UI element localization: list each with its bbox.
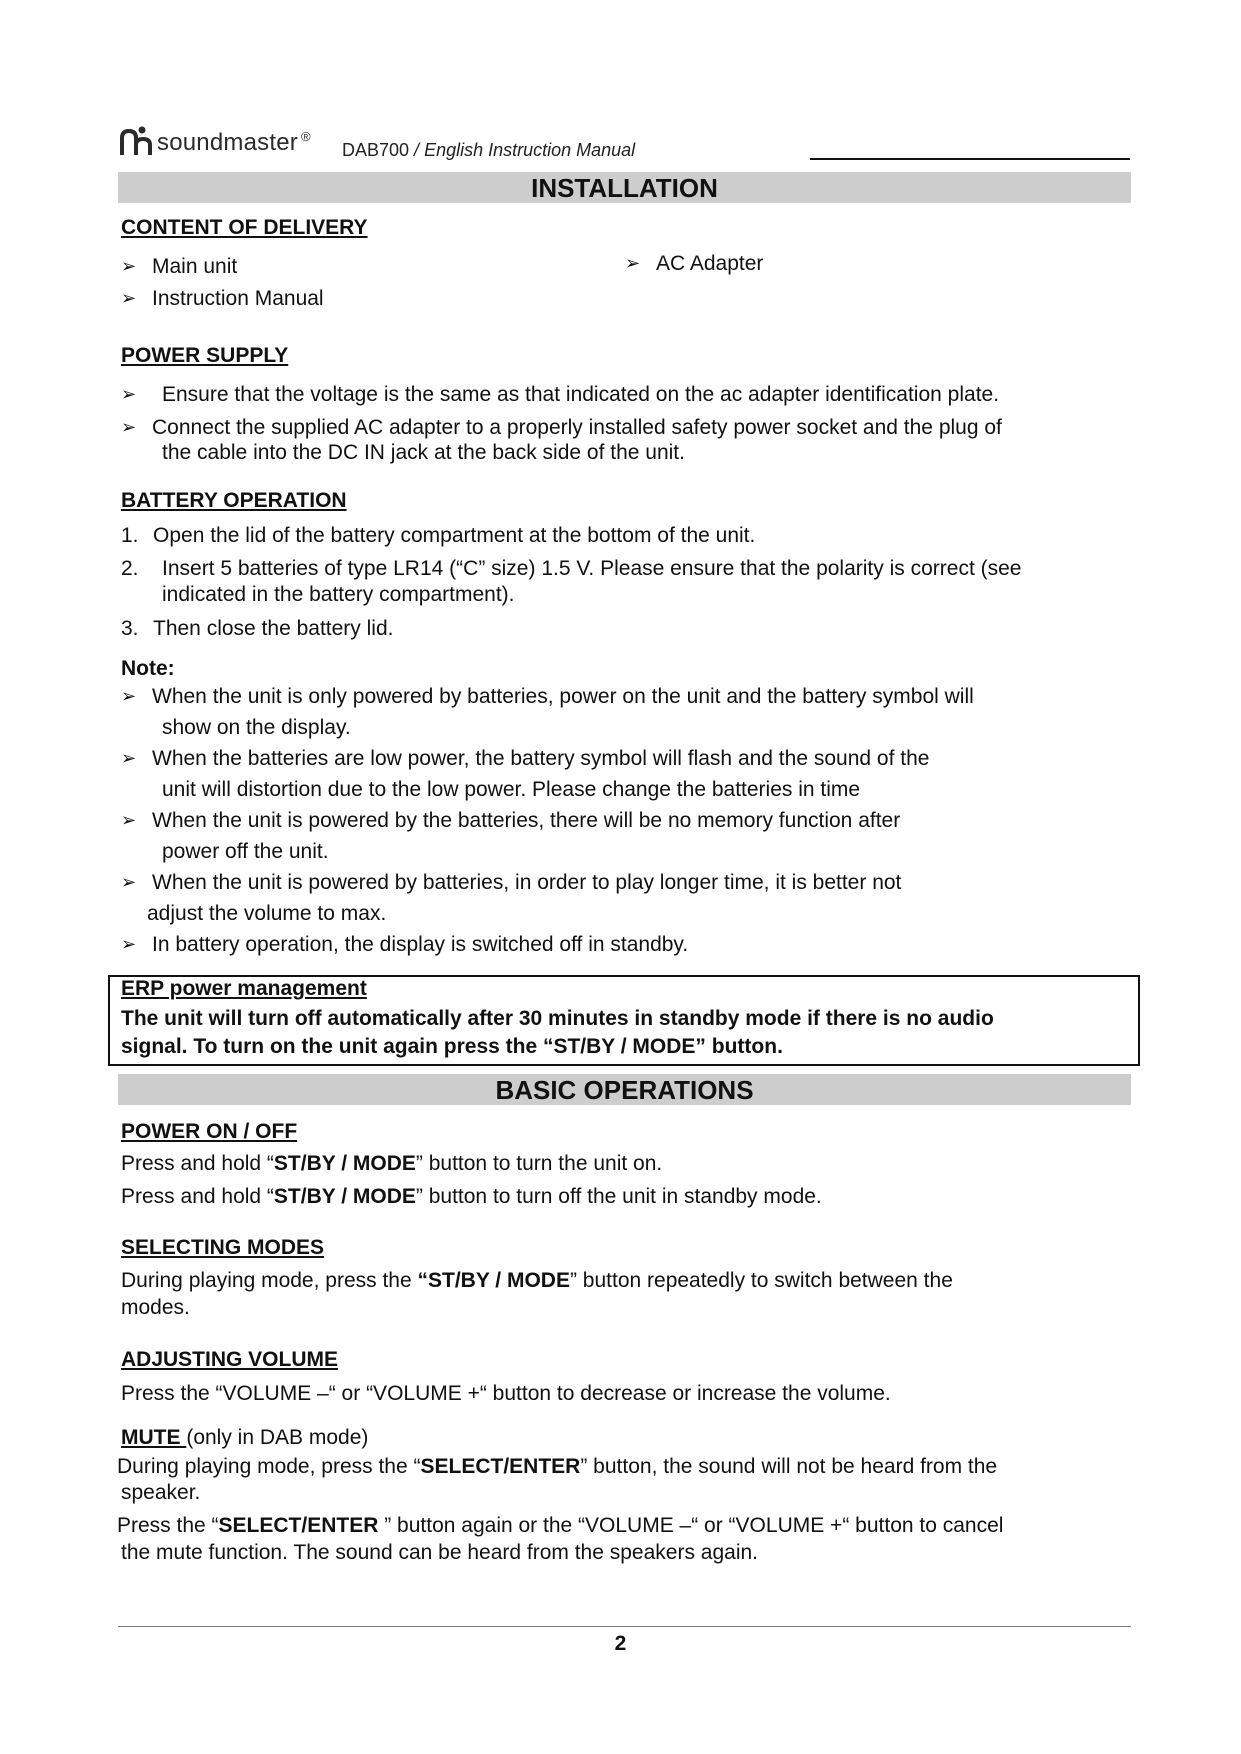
note-item: When the unit is powered by the batteries, there will be no memory function after (152, 809, 901, 832)
delivery-item: Instruction Manual (152, 287, 324, 310)
button-ref-stby-mode: “ST/BY / MODE (417, 1269, 570, 1292)
model-name: DAB700 (342, 140, 410, 160)
button-ref-select-enter: SELECT/ENTER (420, 1455, 581, 1478)
note-item-cont: show on the display. (162, 716, 351, 739)
heading-erp-power-management: ERP power management (121, 977, 367, 1000)
heading-battery-operation: BATTERY OPERATION (121, 489, 347, 512)
delivery-item: AC Adapter (656, 252, 764, 275)
text-part: ” button again or the “VOLUME –“ or “VOLUME +“ button to cancel (384, 1514, 1004, 1537)
heading-mute: MUTE (121, 1426, 187, 1449)
note-heading: Note: (121, 657, 175, 680)
volume-text: Press the “VOLUME –“ or “VOLUME +“ button to decrease or increase the volume. (121, 1382, 891, 1405)
mute-text (117, 1454, 997, 1480)
title-separator: / (414, 140, 420, 160)
cancel-mute-text-cont: the mute function. The sound can be heard from the speakers again. (121, 1541, 759, 1564)
bullet-arrow-icon: ➢ (121, 748, 137, 768)
step-number: 2. (121, 557, 139, 580)
step-number: 1. (121, 524, 139, 547)
selecting-modes-text-cont: modes. (121, 1296, 190, 1319)
section-banner-installation: INSTALLATION (118, 172, 1131, 203)
manual-title (342, 140, 635, 161)
cancel-mute-text (117, 1513, 1003, 1539)
power-supply-item-cont: the cable into the DC IN jack at the back side of the unit. (162, 441, 685, 464)
bullet-arrow-icon: ➢ (121, 417, 137, 437)
heading-power-supply: POWER SUPPLY (121, 344, 289, 367)
mute-text-cont: speaker. (121, 1481, 201, 1504)
note-item: When the unit is only powered by batteries, power on the unit and the battery symbol will (152, 685, 974, 708)
text-part: During playing mode, press the “ (117, 1455, 421, 1478)
power-supply-item: Ensure that the voltage is the same as that indicated on the ac adapter identification plate. (162, 383, 1000, 406)
note-item: When the unit is powered by batteries, in order to play longer time, it is better not (152, 871, 902, 894)
bullet-arrow-icon: ➢ (121, 686, 137, 706)
mute-qualifier: (only in DAB mode) (186, 1426, 369, 1449)
registered-mark: ® (300, 129, 311, 144)
page-header (120, 120, 1130, 162)
note-item-cont: power off the unit. (162, 840, 329, 863)
section-banner-basic-operations: BASIC OPERATIONS (118, 1074, 1131, 1105)
heading-selecting-modes: SELECTING MODES (121, 1236, 325, 1259)
footer-rule (118, 1626, 1131, 1627)
power-on-text (121, 1151, 662, 1177)
heading-power-on-off: POWER ON / OFF (121, 1120, 298, 1143)
battery-step: Then close the battery lid. (153, 617, 394, 640)
delivery-item: Main unit (152, 255, 238, 278)
bullet-arrow-icon: ➢ (121, 288, 137, 308)
bullet-arrow-icon: ➢ (121, 384, 137, 404)
note-item-cont: adjust the volume to max. (147, 902, 387, 925)
header-rule (810, 158, 1130, 160)
erp-text-cont: signal. To turn on the unit again press the “ST/BY / MODE” button. (121, 1035, 783, 1058)
text-part: ” button, the sound will not be heard from the (580, 1455, 998, 1478)
bullet-arrow-icon: ➢ (121, 934, 137, 954)
note-item: When the batteries are low power, the battery symbol will flash and the sound of the (152, 747, 930, 770)
heading-adjusting-volume: ADJUSTING VOLUME (121, 1348, 339, 1371)
bullet-arrow-icon: ➢ (625, 253, 641, 273)
text-part: ” button to turn the unit on. (415, 1152, 663, 1175)
power-supply-item: Connect the supplied AC adapter to a properly installed safety power socket and the plug of (152, 416, 1002, 439)
bullet-arrow-icon: ➢ (121, 872, 137, 892)
button-ref-select-enter: SELECT/ENTER (218, 1514, 385, 1537)
text-part: ” button repeatedly to switch between the (569, 1269, 953, 1292)
text-part: Press and hold “ (121, 1185, 274, 1208)
note-item-cont: unit will distortion due to the low power. Please change the batteries in time (162, 778, 861, 801)
text-part: Press and hold “ (121, 1152, 274, 1175)
page-number: 2 (614, 1632, 627, 1655)
step-number: 3. (121, 617, 139, 640)
battery-step: Insert 5 batteries of type LR14 (“C” size) 1.5 V. Please ensure that the polarity is correct (see (162, 557, 1022, 580)
selecting-modes-text (121, 1268, 953, 1294)
manual-language: English Instruction Manual (424, 140, 636, 160)
note-item: In battery operation, the display is switched off in standby. (152, 933, 689, 956)
text-part: During playing mode, press the (121, 1269, 418, 1292)
battery-step: Open the lid of the battery compartment at the bottom of the unit. (153, 524, 756, 547)
text-part: ” button to turn off the unit in standby mode. (415, 1185, 822, 1208)
battery-step-cont: indicated in the battery compartment). (162, 583, 515, 606)
button-ref-stby-mode: ST/BY / MODE (273, 1185, 416, 1208)
bullet-arrow-icon: ➢ (121, 810, 137, 830)
erp-text: The unit will turn off automatically after 30 minutes in standby mode if there is no audio (121, 1007, 994, 1030)
soundmaster-logo-icon (120, 126, 154, 156)
button-ref-stby-mode: ST/BY / MODE (273, 1152, 416, 1175)
brand-logo (120, 126, 311, 156)
text-part: Press the “ (117, 1514, 219, 1537)
power-off-text (121, 1184, 822, 1210)
bullet-arrow-icon: ➢ (121, 256, 137, 276)
heading-content-of-delivery: CONTENT OF DELIVERY (121, 216, 368, 239)
mute-heading-line (121, 1425, 368, 1451)
brand-name: soundmaster (157, 129, 298, 156)
